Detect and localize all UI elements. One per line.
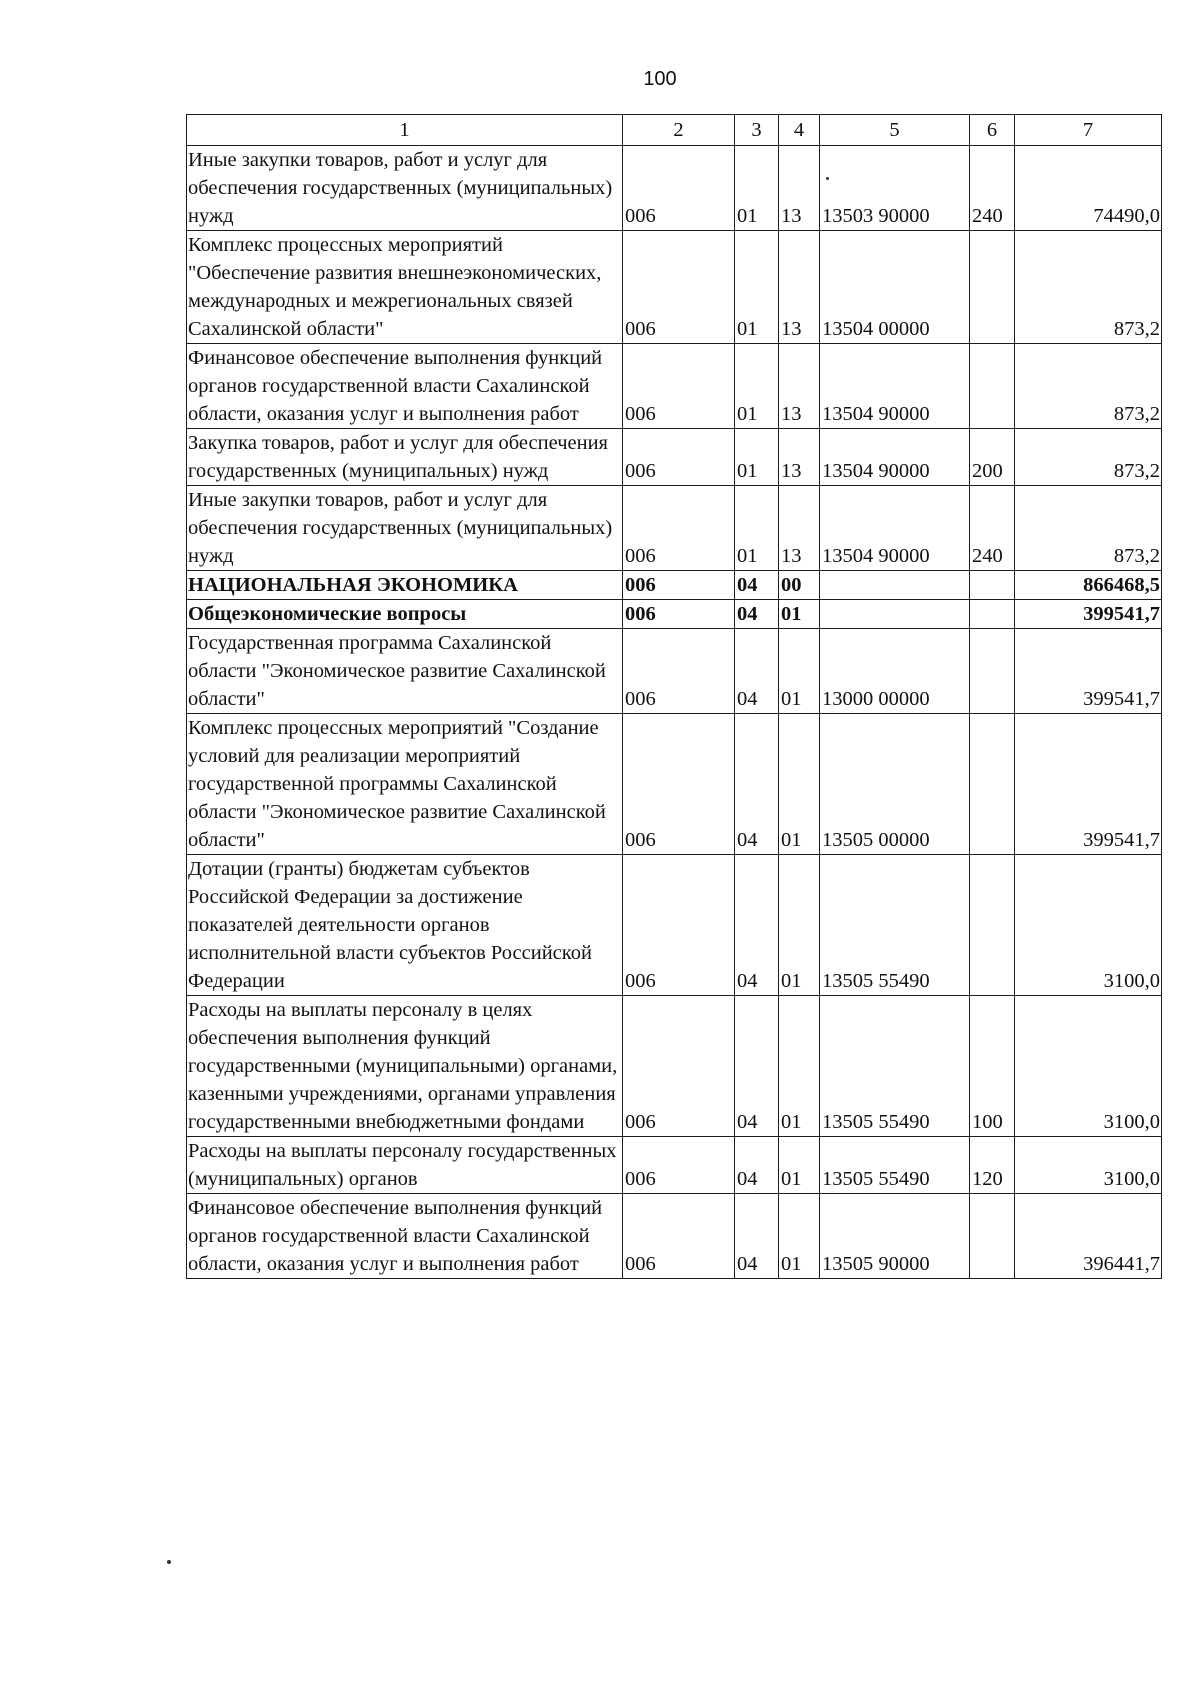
section-cell: 01 [735, 146, 779, 231]
expense-type-cell [970, 571, 1015, 600]
table-row [187, 714, 1162, 855]
ved-cell: 006 [623, 1137, 735, 1194]
item-name-cell: Финансовое обеспечение выполнения функций органов государственной власти Сахалинской области, оказания услуг и выполнения работ [187, 1194, 623, 1279]
subsection-cell: 13 [779, 344, 820, 429]
subsection-cell: 01 [779, 629, 820, 714]
ved-cell: 006 [623, 714, 735, 855]
item-name-cell: Общеэкономические вопросы [187, 600, 623, 629]
section-cell: 04 [735, 571, 779, 600]
page-number: 100 [643, 68, 677, 90]
table-row [187, 429, 1162, 486]
table-row [187, 1194, 1162, 1279]
expense-type-cell [970, 1194, 1015, 1279]
expense-type-cell [970, 714, 1015, 855]
expense-type-cell: 200 [970, 429, 1015, 486]
table-row [187, 571, 1162, 600]
column-header: 4 [779, 115, 820, 146]
column-header: 7 [1015, 115, 1162, 146]
scan-speck [826, 177, 829, 180]
section-cell: 01 [735, 429, 779, 486]
item-name-cell: Иные закупки товаров, работ и услуг для обеспечения государственных (муниципальных) нужд [187, 486, 623, 571]
amount-cell: 873,2 [1015, 231, 1162, 344]
ved-cell: 006 [623, 629, 735, 714]
section-cell: 01 [735, 344, 779, 429]
item-name-cell: Дотации (гранты) бюджетам субъектов Российской Федерации за достижение показателей деятельности органов исполнительной власти субъектов Российской Федерации [187, 855, 623, 996]
amount-cell: 3100,0 [1015, 1137, 1162, 1194]
subsection-cell: 13 [779, 486, 820, 571]
ved-cell: 006 [623, 429, 735, 486]
target-article-cell: 13504 90000 [820, 344, 970, 429]
amount-cell: 873,2 [1015, 486, 1162, 571]
subsection-cell: 13 [779, 429, 820, 486]
column-header: 5 [820, 115, 970, 146]
subsection-cell: 13 [779, 146, 820, 231]
item-name-cell: Государственная программа Сахалинской области "Экономическое развитие Сахалинской области" [187, 629, 623, 714]
section-cell: 04 [735, 1194, 779, 1279]
column-header: 3 [735, 115, 779, 146]
subsection-cell: 01 [779, 1194, 820, 1279]
item-name-cell: НАЦИОНАЛЬНАЯ ЭКОНОМИКА [187, 571, 623, 600]
table-row [187, 231, 1162, 344]
table-row [187, 486, 1162, 571]
target-article-cell: 13504 90000 [820, 429, 970, 486]
section-cell: 04 [735, 996, 779, 1137]
target-article-cell: 13505 90000 [820, 1194, 970, 1279]
target-article-cell: 13505 55490 [820, 996, 970, 1137]
table-row [187, 996, 1162, 1137]
item-name-cell: Комплекс процессных мероприятий "Обеспечение развития внешнеэкономических, международных и межрегиональных связей Сахалинской области" [187, 231, 623, 344]
column-header: 6 [970, 115, 1015, 146]
subsection-cell: 01 [779, 1137, 820, 1194]
target-article-cell: 13503 90000 [820, 146, 970, 231]
table-row [187, 855, 1162, 996]
amount-cell: 3100,0 [1015, 855, 1162, 996]
target-article-cell: 13505 55490 [820, 1137, 970, 1194]
item-name-cell: Расходы на выплаты персоналу государственных (муниципальных) органов [187, 1137, 623, 1194]
section-cell: 04 [735, 1137, 779, 1194]
ved-cell: 006 [623, 600, 735, 629]
table-row [187, 146, 1162, 231]
table-row [187, 344, 1162, 429]
column-header: 2 [623, 115, 735, 146]
section-cell: 01 [735, 231, 779, 344]
expense-type-cell: 100 [970, 996, 1015, 1137]
item-name-cell: Расходы на выплаты персоналу в целях обеспечения выполнения функций государственными (муниципальными) органами, казенными учреждениями, органами управления государственными внебюджетными фондами [187, 996, 623, 1137]
expense-type-cell [970, 344, 1015, 429]
expense-type-cell: 120 [970, 1137, 1015, 1194]
ved-cell: 006 [623, 231, 735, 344]
budget-table [186, 114, 1162, 1279]
subsection-cell: 00 [779, 571, 820, 600]
ved-cell: 006 [623, 996, 735, 1137]
ved-cell: 006 [623, 855, 735, 996]
amount-cell: 3100,0 [1015, 996, 1162, 1137]
expense-type-cell [970, 600, 1015, 629]
target-article-cell [820, 571, 970, 600]
amount-cell: 399541,7 [1015, 600, 1162, 629]
table-row [187, 1137, 1162, 1194]
header-row [187, 115, 1162, 146]
amount-cell: 866468,5 [1015, 571, 1162, 600]
target-article-cell [820, 600, 970, 629]
target-article-cell: 13504 90000 [820, 486, 970, 571]
expense-type-cell [970, 855, 1015, 996]
section-cell: 04 [735, 855, 779, 996]
ved-cell: 006 [623, 486, 735, 571]
column-header: 1 [187, 115, 623, 146]
expense-type-cell [970, 231, 1015, 344]
section-cell: 04 [735, 714, 779, 855]
section-cell: 01 [735, 486, 779, 571]
table-row [187, 600, 1162, 629]
target-article-cell: 13505 00000 [820, 714, 970, 855]
subsection-cell: 01 [779, 855, 820, 996]
item-name-cell: Закупка товаров, работ и услуг для обеспечения государственных (муниципальных) нужд [187, 429, 623, 486]
amount-cell: 396441,7 [1015, 1194, 1162, 1279]
subsection-cell: 01 [779, 996, 820, 1137]
amount-cell: 873,2 [1015, 429, 1162, 486]
ved-cell: 006 [623, 1194, 735, 1279]
item-name-cell: Финансовое обеспечение выполнения функций органов государственной власти Сахалинской области, оказания услуг и выполнения работ [187, 344, 623, 429]
table-row [187, 629, 1162, 714]
item-name-cell: Комплекс процессных мероприятий "Создание условий для реализации мероприятий государственной программы Сахалинской области "Экономическое развитие Сахалинской области" [187, 714, 623, 855]
subsection-cell: 01 [779, 714, 820, 855]
scan-speck [167, 1560, 171, 1564]
ved-cell: 006 [623, 344, 735, 429]
expense-type-cell: 240 [970, 486, 1015, 571]
item-name-cell: Иные закупки товаров, работ и услуг для обеспечения государственных (муниципальных) нужд [187, 146, 623, 231]
section-cell: 04 [735, 629, 779, 714]
ved-cell: 006 [623, 571, 735, 600]
ved-cell: 006 [623, 146, 735, 231]
expense-type-cell [970, 629, 1015, 714]
target-article-cell: 13504 00000 [820, 231, 970, 344]
subsection-cell: 13 [779, 231, 820, 344]
amount-cell: 873,2 [1015, 344, 1162, 429]
amount-cell: 399541,7 [1015, 714, 1162, 855]
expense-type-cell: 240 [970, 146, 1015, 231]
amount-cell: 399541,7 [1015, 629, 1162, 714]
target-article-cell: 13000 00000 [820, 629, 970, 714]
section-cell: 04 [735, 600, 779, 629]
amount-cell: 74490,0 [1015, 146, 1162, 231]
target-article-cell: 13505 55490 [820, 855, 970, 996]
subsection-cell: 01 [779, 600, 820, 629]
